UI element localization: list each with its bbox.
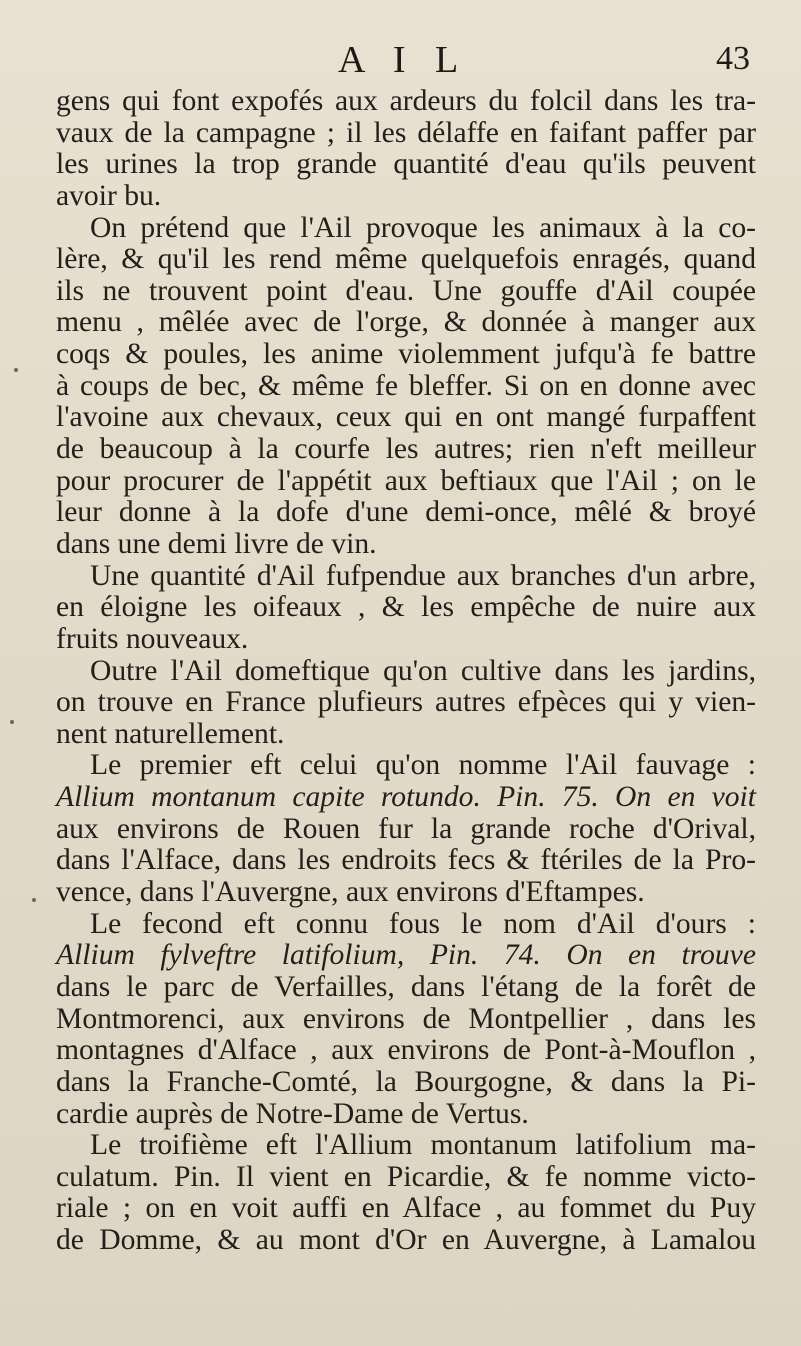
text-line: dans la Franche-Comté, la Bourgogne, & dans la Pi- xyxy=(56,1065,756,1098)
text-line: dans l'Alface, dans les endroits fecs & ftériles de la Pro- xyxy=(56,844,756,877)
text-line: montagnes d'Alface , aux environs de Pont-à-Mouflon , xyxy=(56,1034,756,1067)
text-line: les urines la trop grande quantité d'eau qu'ils peuvent xyxy=(56,148,756,181)
text-line: riale ; on en voit auffi en Alface , au fommet du Puy xyxy=(56,1192,756,1225)
text-line: ils ne trouvent point d'eau. Une gouffe d'Ail coupée xyxy=(56,274,756,307)
text-line: nent naturellement. xyxy=(56,717,285,750)
text-line: Montmorenci, aux environs de Montpellier , dans les xyxy=(56,1002,756,1035)
text-line: Outre l'Ail domeftique qu'on cultive dans les jardins, xyxy=(90,654,756,687)
text-line: fruits nouveaux. xyxy=(56,622,249,655)
text-line: de beaucoup à la courfe les autres; rien n'eft meilleur xyxy=(56,433,756,466)
text-line: dans le parc de Verfailles, dans l'étang de la forêt de xyxy=(56,970,756,1003)
text-line: lère, & qu'il les rend même quelquefois enragés, quand xyxy=(56,243,756,276)
text-line: Allium montanum capite rotundo. Pin. 75. On en voit xyxy=(56,781,756,814)
text-line: menu , mêlée avec de l'orge, & donnée à manger aux xyxy=(56,306,756,339)
text-line: pour procurer de l'appétit aux beftiaux que l'Ail ; on le xyxy=(56,464,756,497)
text-line: Le troifième eft l'Allium montanum latifolium ma- xyxy=(90,1129,756,1162)
text-line: de Domme, & au mont d'Or en Auvergne, à Lamalou xyxy=(56,1224,756,1257)
margin-speck xyxy=(14,368,18,372)
text-line: aux environs de Rouen fur la grande roche d'Orival, xyxy=(56,812,756,845)
margin-speck xyxy=(10,720,14,724)
text-line: coqs & poules, les anime violemment jufqu'à fe battre xyxy=(56,338,756,371)
text-line: culatum. Pin. Il vient en Picardie, & fe nomme victo- xyxy=(56,1160,756,1193)
text-line: dans une demi livre de vin. xyxy=(56,527,377,560)
text-line: l'avoine aux chevaux, ceux qui en ont mangé furpaffent xyxy=(56,401,756,434)
page-header xyxy=(0,38,801,82)
text-line: avoir bu. xyxy=(56,179,162,212)
running-title: A I L xyxy=(338,39,469,81)
text-line: cardie auprès de Notre-Dame de Vertus. xyxy=(56,1097,529,1130)
text-line: vence, dans l'Auvergne, aux environs d'Eftampes. xyxy=(56,876,645,909)
text-line: Le fecond eft connu fous le nom d'Ail d'ours : xyxy=(90,907,756,940)
margin-speck xyxy=(32,898,36,902)
text-line: Le premier eft celui qu'on nomme l'Ail fauvage : xyxy=(90,749,756,782)
text-line: On prétend que l'Ail provoque les animaux à la co- xyxy=(90,211,756,244)
text-line: à coups de bec, & même fe bleffer. Si on en donne avec xyxy=(56,369,756,402)
text-line: Allium fylveftre latifolium, Pin. 74. On en trouve xyxy=(56,939,756,972)
text-line: Une quantité d'Ail fufpendue aux branches d'un arbre, xyxy=(90,559,756,592)
text-line: en éloigne les oifeaux , & les empêche de nuire aux xyxy=(56,591,756,624)
text-line: leur donne à la dofe d'une demi-once, mêlé & broyé xyxy=(56,496,756,529)
text-line: vaux de la campagne ; il les délaffe en faifant paffer par xyxy=(56,116,756,149)
text-line: gens qui font expofés aux ardeurs du folcil dans les tra- xyxy=(56,85,756,117)
body-text xyxy=(56,86,756,1257)
page-number: 43 xyxy=(716,40,750,77)
text-line: on trouve en France plufieurs autres efpèces qui y vien- xyxy=(56,686,756,719)
